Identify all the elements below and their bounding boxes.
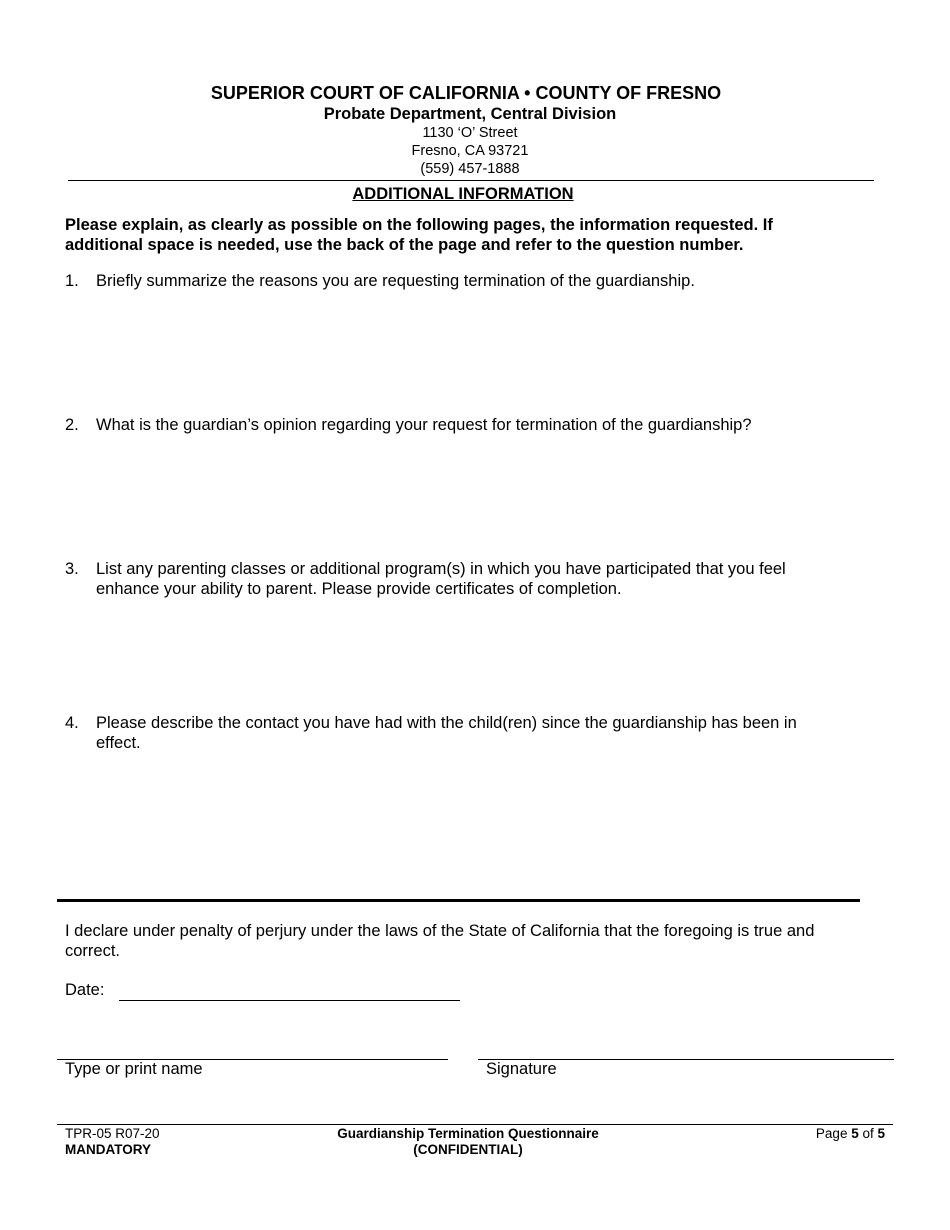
question-3-number: 3. <box>65 560 79 578</box>
instructions: Please explain, as clearly as possible on the following pages, the information requested. If additional space is needed, use the back of the page and refer to the question number. <box>65 216 773 254</box>
page-of: of <box>858 1126 878 1141</box>
department-name: Probate Department, Central Division <box>323 105 617 123</box>
signature-label: Signature <box>486 1060 557 1078</box>
question-1-text: Briefly summarize the reasons you are requesting termination of the guardianship. <box>96 272 695 290</box>
mandatory-label: MANDATORY <box>65 1142 151 1157</box>
page-prefix: Page <box>815 1126 852 1141</box>
page-current: 5 <box>851 1126 859 1141</box>
question-1-number: 1. <box>65 272 79 290</box>
footer-divider <box>57 1124 893 1125</box>
date-label: Date: <box>65 981 105 999</box>
confidential-label: (CONFIDENTIAL) <box>413 1142 523 1157</box>
question-2-number: 2. <box>65 416 79 434</box>
page-indicator <box>816 1126 885 1142</box>
form-code: TPR-05 R07-20 <box>65 1126 160 1141</box>
court-name: SUPERIOR COURT OF CALIFORNIA • COUNTY OF FRESNO <box>210 83 722 103</box>
section-title: ADDITIONAL INFORMATION <box>352 185 574 203</box>
declaration-text: I declare under penalty of perjury under the laws of the State of California that the foregoing is true and correct. <box>65 922 815 960</box>
form-title: Guardianship Termination Questionnaire <box>337 1126 599 1141</box>
address-city: Fresno, CA 93721 <box>411 143 529 159</box>
question-4-text: Please describe the contact you have had with the child(ren) since the guardianship has been in effect. <box>96 714 797 752</box>
name-label: Type or print name <box>65 1060 203 1078</box>
page-total: 5 <box>877 1126 885 1141</box>
declaration-divider <box>57 899 860 902</box>
date-field[interactable] <box>119 1000 460 1001</box>
address-street: 1130 ‘O’ Street <box>422 125 518 141</box>
question-3-text: List any parenting classes or additional program(s) in which you have participated that you feel enhance your ability to parent. Please provide certificates of completion. <box>96 560 786 598</box>
phone-number: (559) 457-1888 <box>420 161 520 177</box>
question-2-text: What is the guardian’s opinion regarding your request for termination of the guardianship? <box>96 416 752 434</box>
header-divider <box>68 180 874 181</box>
question-4-number: 4. <box>65 714 79 732</box>
